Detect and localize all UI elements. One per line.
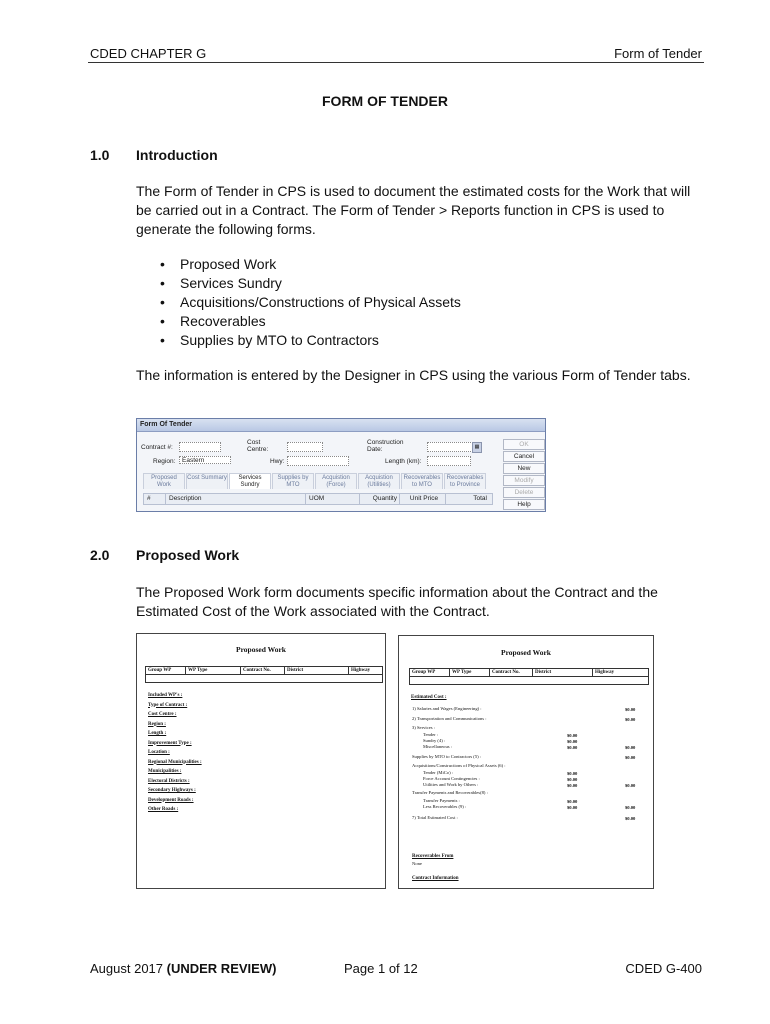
calendar-icon[interactable]: ▦ <box>472 442 482 453</box>
list-item: Included WP's : <box>148 693 183 698</box>
list-item: Secondary Highways : <box>148 788 196 793</box>
proposed-work-form-preview <box>136 633 386 889</box>
field-list <box>148 691 202 815</box>
tab-strip <box>143 473 487 489</box>
hwy-input[interactable] <box>287 456 349 466</box>
length-input[interactable] <box>427 456 471 466</box>
list-item: Cost Centre : <box>148 712 177 717</box>
cost-line: Tender (MiCo) : <box>423 770 454 775</box>
contract-label: Contract #: <box>141 444 173 451</box>
column-header: Group WP <box>410 669 450 676</box>
cost-amount: $0.00 <box>625 717 636 722</box>
column-header[interactable]: # <box>144 494 166 504</box>
cost-line: Supplies by MTO to Contractors (5) : <box>412 754 482 759</box>
cost-line: 7) Total Estimated Cost : <box>412 815 458 820</box>
cost-amount: $0.00 <box>567 739 578 744</box>
list-item: • Recoverables <box>160 312 461 331</box>
footer-status: (UNDER REVIEW) <box>166 961 277 976</box>
region-select[interactable]: Eastern <box>179 456 231 464</box>
list-item: Region : <box>148 721 166 727</box>
column-header: WP Type <box>450 669 490 676</box>
recoverables-label: Recoverables From <box>412 854 454 859</box>
column-header[interactable]: Unit Price <box>400 494 446 504</box>
tab-recoverables-mto[interactable]: Recoverables to MTO <box>401 473 443 489</box>
column-header[interactable]: UOM <box>306 494 360 504</box>
region-label: Region: <box>153 458 176 465</box>
form-of-tender-window <box>136 418 546 512</box>
cancel-button[interactable]: Cancel <box>503 451 545 462</box>
delete-button[interactable]: Delete <box>503 487 545 498</box>
form-title: Proposed Work <box>501 648 551 657</box>
list-item: Length : <box>148 731 167 736</box>
cost-amount: $0.00 <box>567 733 578 738</box>
section-1-paragraph-2: The information is entered by the Designer in CPS using the various Form of Tender tabs. <box>136 367 691 383</box>
footer-date-text: August 2017 <box>90 961 164 976</box>
cost-line: 2) Transportation and Communications : <box>412 716 487 721</box>
section-1-paragraph: The Form of Tender in CPS is used to document the estimated costs for the Work that will be carried out in a Contract. The Form of Tender > Reports function in CPS is used to generate the following forms. <box>136 183 691 237</box>
tab-proposed-work[interactable]: Proposed Work <box>143 473 185 489</box>
recoverables-value: None <box>412 861 422 866</box>
cost-line: 3) Services : <box>412 725 435 730</box>
list-item: Development Roads : <box>148 797 194 803</box>
list-item: • Supplies by MTO to Contractors <box>160 331 461 350</box>
column-header: District <box>285 667 349 674</box>
grid-header <box>143 493 493 505</box>
cost-amount: $0.00 <box>567 805 578 810</box>
cost-amount: $0.00 <box>625 755 636 760</box>
cost-amount: $0.00 <box>567 799 578 804</box>
cost-line: Tender : <box>423 732 439 737</box>
length-label: Length (km): <box>385 458 422 465</box>
cost-line: Utilities and Work by Others : <box>423 782 479 787</box>
column-header: Contract No. <box>241 667 285 674</box>
cost-line: Miscellaneous : <box>423 744 452 749</box>
column-header: Highway <box>595 670 615 675</box>
list-item: Location : <box>148 750 170 755</box>
proposed-work-cost-preview <box>398 635 654 889</box>
tab-acquisition-utilities[interactable]: Acquistion (Utilities) <box>358 473 400 489</box>
list-item: • Services Sundry <box>160 274 461 293</box>
construction-date-input[interactable] <box>427 442 477 452</box>
section-1-number: 1.0 <box>90 147 110 163</box>
cost-line: Acquisitions/Constructions of Physical Assets (6) : <box>412 763 506 768</box>
list-item: Municipalities : <box>148 769 182 774</box>
tab-supplies-by-mto[interactable]: Supplies by MTO <box>272 473 314 489</box>
forms-list <box>160 255 461 350</box>
modify-button[interactable]: Modify <box>503 475 545 486</box>
cost-centre-input[interactable] <box>287 442 323 452</box>
footer-page-number: Page 1 of 12 <box>344 961 418 976</box>
column-header: Group WP <box>146 667 186 674</box>
header-chapter: CDED CHAPTER G <box>90 46 207 61</box>
footer-code: CDED G-400 <box>625 961 702 976</box>
column-header[interactable]: Quantity <box>360 494 400 504</box>
tab-recoverables-province[interactable]: Recoverables to Province <box>444 473 486 489</box>
list-item: Other Roads : <box>148 807 179 812</box>
tab-services-sundry[interactable]: Services Sundry <box>229 473 271 489</box>
list-item: • Proposed Work <box>160 255 461 274</box>
cost-amount: $0.00 <box>625 783 636 788</box>
tab-acquisition-force[interactable]: Acquistion (Force) <box>315 473 357 489</box>
column-header: District <box>533 669 593 676</box>
help-button[interactable]: Help <box>503 499 545 510</box>
cost-line: Force Account Contingencies : <box>423 776 480 781</box>
table-row <box>409 676 649 685</box>
construction-date-label: Construction Date: <box>367 439 404 453</box>
column-header: WP Type <box>186 667 241 674</box>
section-2-number: 2.0 <box>90 547 110 563</box>
window-title: Form Of Tender <box>137 419 545 432</box>
cost-line: Sundry (4) : <box>423 738 446 743</box>
form-title: Proposed Work <box>236 645 286 654</box>
column-header[interactable]: Total <box>473 495 487 502</box>
list-item: Regional Municipalities : <box>148 759 202 765</box>
document-title: FORM OF TENDER <box>322 93 448 109</box>
hwy-label: Hwy: <box>270 458 285 465</box>
section-1-title: Introduction <box>136 147 218 163</box>
column-header[interactable]: Description <box>166 494 306 504</box>
header-rule <box>88 62 704 63</box>
cost-amount: $0.00 <box>625 707 636 712</box>
cost-line: 1) Salaries and Wages (Engineering) : <box>412 706 482 711</box>
column-header: Contract No. <box>490 669 533 676</box>
cost-line: Transfer Payments and Recoverables(8) : <box>412 790 488 795</box>
section-2-paragraph: The Proposed Work form documents specific information about the Contract and the Estimated Cost of the Work associated with the Contract. <box>136 584 658 619</box>
list-item: Type of Contract : <box>148 702 188 708</box>
cost-centre-label: Cost Centre: <box>247 439 269 453</box>
tab-cost-summary[interactable]: Cost Summary <box>186 473 228 489</box>
cost-amount: $0.00 <box>625 805 636 810</box>
cost-line: Less Recoverables (9) : <box>423 804 467 809</box>
footer-date <box>90 961 276 976</box>
list-item: • Acquisitions/Constructions of Physical Assets <box>160 293 461 312</box>
table-row <box>145 674 383 683</box>
cost-amount: $0.00 <box>567 745 578 750</box>
list-item: Electoral Districts : <box>148 778 190 784</box>
column-header: Highway <box>351 668 371 673</box>
cost-amount: $0.00 <box>567 771 578 776</box>
cost-amount: $0.00 <box>567 777 578 782</box>
new-button[interactable]: New <box>503 463 545 474</box>
estimated-cost-label: Estimated Cost : <box>411 695 447 700</box>
contract-input[interactable] <box>179 442 221 452</box>
section-2-title: Proposed Work <box>136 547 240 563</box>
list-item: Improvement Type : <box>148 740 192 746</box>
cost-amount: $0.00 <box>625 745 636 750</box>
cost-line: Transfer Payments : <box>423 798 460 803</box>
contract-info-label: Contract Information <box>412 876 459 881</box>
header-section: Form of Tender <box>614 46 702 61</box>
ok-button[interactable]: OK <box>503 439 545 450</box>
cost-amount: $0.00 <box>567 783 578 788</box>
cost-amount: $0.00 <box>625 816 636 821</box>
